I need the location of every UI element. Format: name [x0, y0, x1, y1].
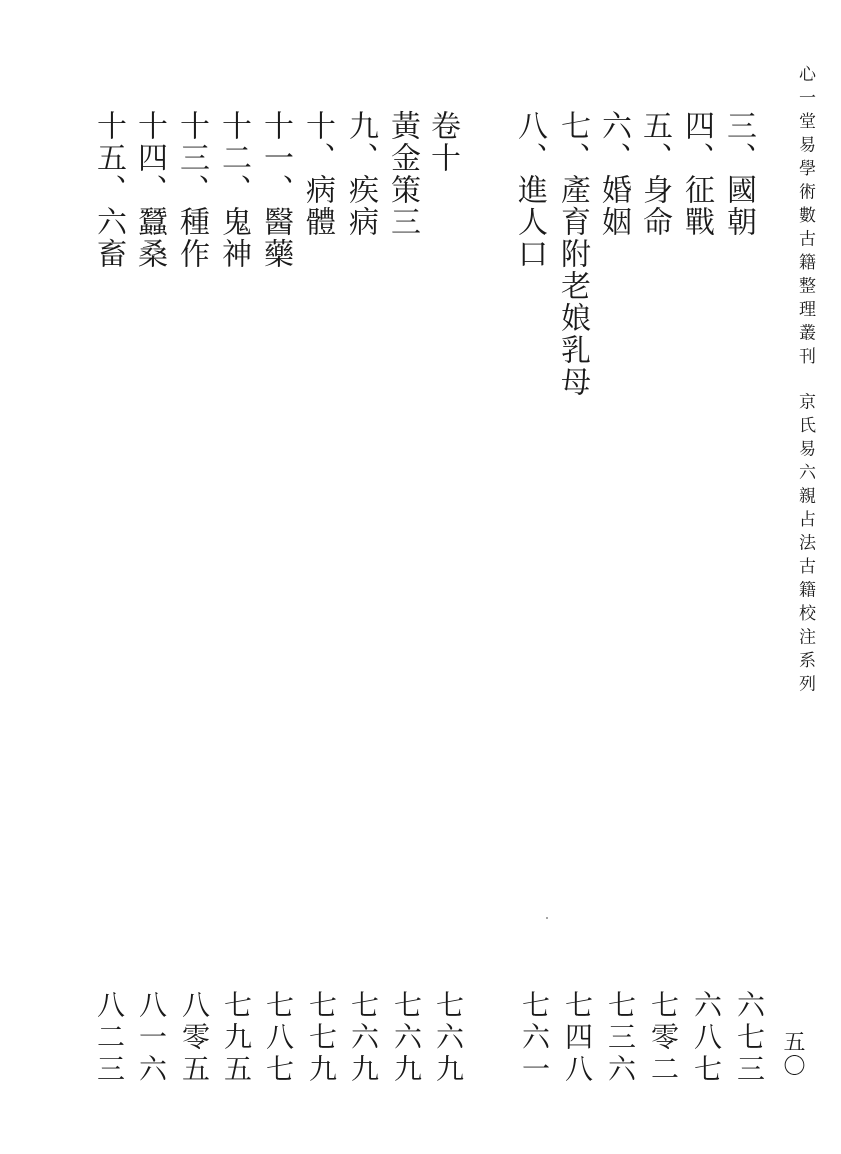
- toc-page-ref: 七九五: [220, 990, 253, 1086]
- toc-page-ref: 八零五: [178, 990, 211, 1086]
- toc-page-ref: 六七三: [733, 990, 766, 1086]
- toc-page-ref: 七八七: [262, 990, 295, 1086]
- subseries-title: 京氏易六親占法古籍校注系列: [795, 392, 815, 698]
- toc-page-ref: 七六九: [347, 990, 380, 1086]
- toc-page-ref: 八一六: [135, 990, 168, 1086]
- toc-entry-title: 三、國朝: [721, 110, 756, 238]
- section-heading: 黃金策三: [385, 110, 420, 238]
- scan-speck: [546, 917, 548, 919]
- toc-entry-title: 六、婚姻: [596, 110, 631, 238]
- toc-entry-title: 十四、蠶桑: [132, 110, 167, 270]
- toc-page-ref: 七四八: [561, 990, 594, 1086]
- page-number: 五〇: [780, 1030, 805, 1078]
- toc-entry-title: 七、產育附老娘乳母: [555, 110, 590, 398]
- toc-entry-title: 十一、醫藥: [258, 110, 293, 270]
- toc-page-ref: 七零二: [647, 990, 680, 1086]
- toc-entry-title: 十二、鬼神: [216, 110, 251, 270]
- toc-page-ref: 六八七: [690, 990, 723, 1086]
- toc-page-ref: 八二三: [93, 990, 126, 1086]
- toc-page-ref: 七六九: [390, 990, 423, 1086]
- toc-entry-title: 十三、種作: [174, 110, 209, 270]
- toc-entry-title: 八、進人口: [512, 110, 547, 270]
- toc-entry-title: 九、疾病: [343, 110, 378, 238]
- running-header: [796, 65, 813, 698]
- series-title: 心一堂易學術數古籍整理叢刊: [795, 65, 815, 371]
- toc-page-ref: 七七九: [305, 990, 338, 1086]
- toc-page-ref: 七六九: [432, 990, 465, 1086]
- toc-entry-title: 五、身命: [637, 110, 672, 238]
- toc-entry-title: 十、病體: [300, 110, 335, 238]
- toc-entry-title: 四、征戰: [679, 110, 714, 238]
- toc-page-ref: 七六一: [518, 990, 551, 1086]
- toc-entry-title: 十五、六畜: [91, 110, 126, 270]
- toc-page-ref: 七三六: [604, 990, 637, 1086]
- volume-heading: 卷十: [425, 110, 460, 174]
